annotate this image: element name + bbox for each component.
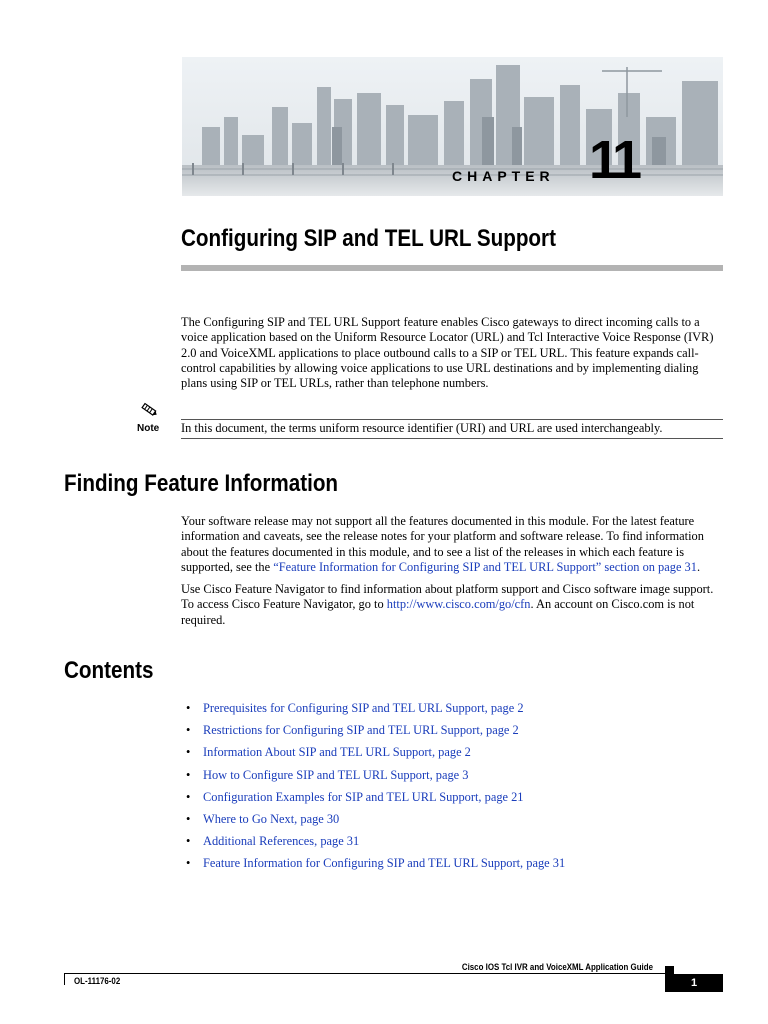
list-item (181, 811, 565, 833)
finding-p1-text: Your software release may not support all the features documented in this module. For the latest feature information and caveats, see the release notes for your platform and software release. To find information about the features documented in this module, and to see a list of the releases in which each feature is supported, see the (181, 514, 704, 574)
list-item (181, 833, 565, 855)
bullet: • (186, 811, 191, 826)
list-item (181, 700, 565, 722)
note-text: In this document, the terms uniform resource identifier (URI) and URL are used interchangeably. (181, 421, 663, 435)
bullet: • (186, 789, 191, 804)
finding-p2-text: Use Cisco Feature Navigator to find information about platform support and Cisco software image support. To access Cisco Feature Navigator, go to (181, 582, 714, 612)
contents-link[interactable]: Restrictions for Configuring SIP and TEL URL Support, page 2 (203, 723, 519, 738)
contents-link[interactable]: How to Configure SIP and TEL URL Support, page 3 (203, 767, 469, 782)
chapter-banner (182, 57, 723, 196)
list-item (181, 767, 565, 789)
bullet: • (186, 856, 191, 871)
footer-tick (64, 973, 65, 985)
finding-p1-end: . (696, 559, 701, 574)
finding-heading: Finding Feature Information (64, 470, 339, 497)
contents-heading: Contents (64, 657, 154, 684)
note-pencil-icon (140, 401, 158, 424)
list-item (181, 722, 565, 744)
contents-list (181, 700, 565, 878)
note-label: Note (137, 423, 160, 434)
footer-guide-title: Cisco IOS Tcl IVR and VoiceXML Application Guide (461, 962, 653, 972)
finding-paragraph-1 (181, 514, 726, 575)
list-item (181, 855, 565, 877)
list-item (181, 744, 565, 766)
finding-p2-end: . An account on Cisco.com is not required. (181, 597, 695, 627)
chapter-number: 11 (589, 130, 639, 190)
bullet: • (186, 701, 191, 715)
bullet: • (186, 723, 191, 738)
contents-link[interactable]: Prerequisites for Configuring SIP and TEL URL Support, page 2 (203, 701, 524, 715)
bullet: • (186, 745, 191, 760)
contents-link[interactable]: Information About SIP and TEL URL Support, page 2 (203, 745, 471, 760)
note-top-rule (181, 419, 723, 420)
note-bottom-rule (181, 438, 723, 439)
cfn-link[interactable]: http://www.cisco.com/go/cfn (386, 597, 531, 612)
bullet: • (186, 834, 191, 849)
contents-link[interactable]: Feature Information for Configuring SIP and TEL URL Support, page 31 (203, 856, 566, 871)
page-title: Configuring SIP and TEL URL Support (181, 225, 556, 252)
finding-paragraph-2 (181, 582, 726, 628)
contents-link[interactable]: Additional References, page 31 (203, 834, 360, 849)
bullet: • (186, 767, 191, 782)
contents-link[interactable]: Where to Go Next, page 30 (203, 811, 340, 826)
contents-link[interactable]: Configuration Examples for SIP and TEL URL Support, page 21 (203, 789, 524, 804)
footer-doc-number: OL-11176-02 (74, 976, 121, 986)
page-number: 1 (665, 974, 723, 992)
footer-rule (64, 973, 665, 974)
chapter-label: CHAPTER (452, 168, 555, 184)
intro-paragraph: The Configuring SIP and TEL URL Support feature enables Cisco gateways to direct incoming calls to a voice application based on the Uniform Resource Locator (URL) and Tcl Interactive Voice Response (IVR) 2.0 and VoiceXML applications to place outbound calls to a SIP or TEL URL. This feature expands call-control capabilities by allowing voice applications to use URL destinations and by implementing dialing plans using SIP or TEL URLs, rather than telephone numbers. (181, 315, 714, 391)
list-item (181, 789, 565, 811)
feature-info-link[interactable]: “Feature Information for Configuring SIP and TEL URL Support” section on page 31 (273, 559, 697, 574)
title-rule (181, 265, 723, 271)
